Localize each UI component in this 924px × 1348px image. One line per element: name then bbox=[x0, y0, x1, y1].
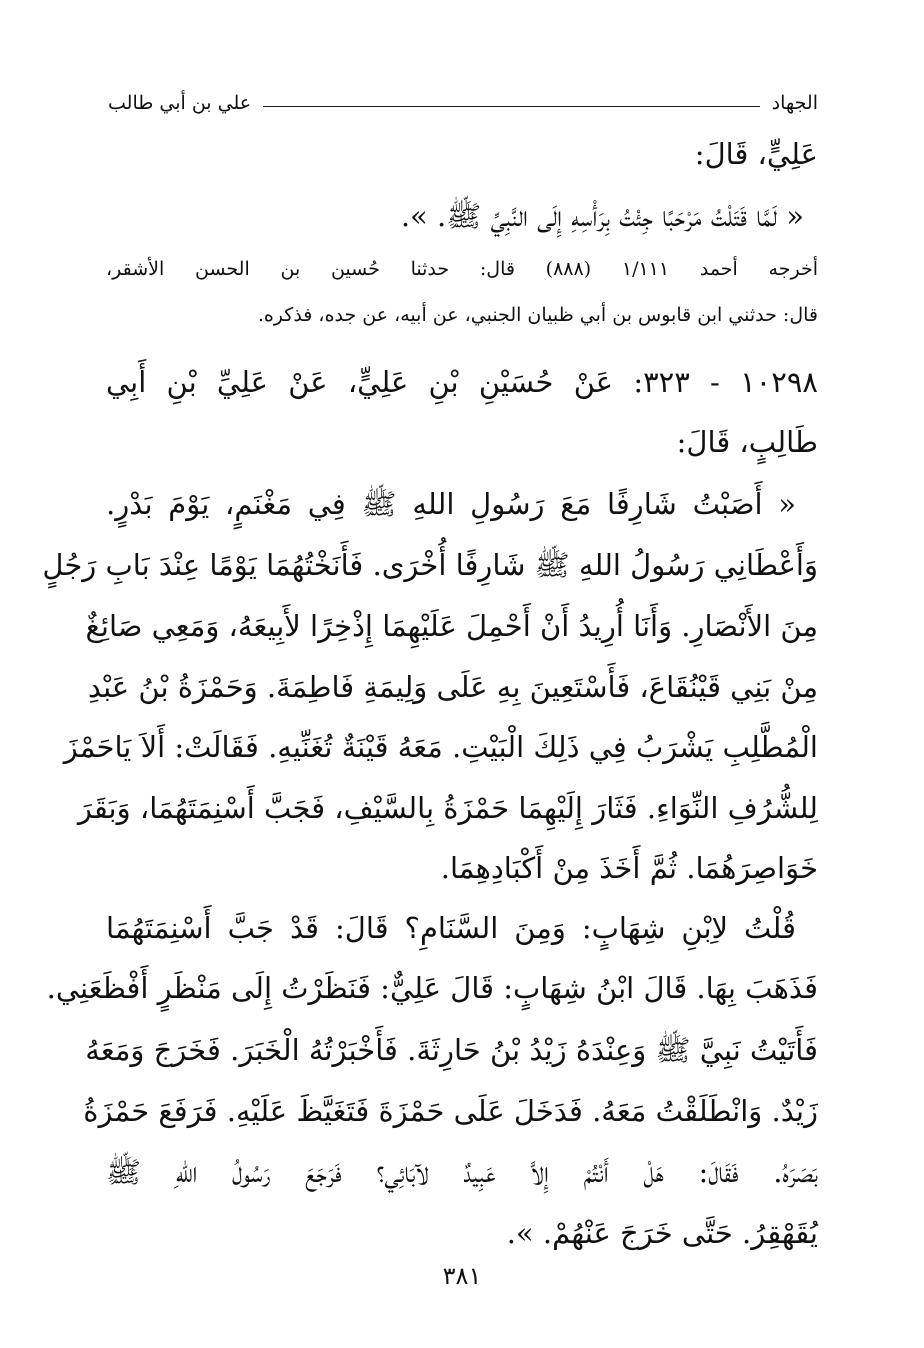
header-section-title: الجهاد bbox=[771, 92, 818, 114]
hadith-text-line: فَأَتَيْتُ نَبِيَّ ﷺ وَعِنْدَهُ زَيْدُ بْنُ حَارِثَةَ. فَأَخْبَرْتُهُ الْخَبَرَ. فَخَرَجَ وَمَعَهُ bbox=[85, 1033, 818, 1067]
hadith-text-line: بَصَرَهُ. فَقَالَ: هَلْ أَنْتُمْ إِلاَّ عَبِيدٌ لآبَائِي؟ فَرَجَعَ رَسُولُ اللهِ ﷺ bbox=[106, 1155, 818, 1189]
page-number: ٣٨١ bbox=[442, 1262, 482, 1290]
running-header bbox=[108, 88, 818, 118]
hadith-text-line: مِنَ الأَنْصَارِ. وَأَنَا أُرِيدُ أَنْ أَحْمِلَ عَلَيْهِمَا إِذْخِرًا لأَبِيعَهُ، وَمَعِي صَائِغٌ bbox=[85, 609, 818, 643]
hadith-heading-line: ١٠٢٩٨ - ٣٢٣: عَنْ حُسَيْنِ بْنِ عَلِيٍّ، عَنْ عَلِيِّ بْنِ أَبِي bbox=[106, 365, 818, 399]
hadith-text-line: الْمُطَّلِبِ يَشْرَبُ فِي ذَلِكَ الْبَيْتِ. مَعَهُ قَيْنَةٌ تُغَنِّيهِ. فَقَالَتْ: أَلاَ يَاحَمْزَ bbox=[63, 730, 818, 764]
text-line: طَالِبٍ، قَالَ: bbox=[676, 425, 818, 459]
hadith-text-line: « أَصَبْتُ شَارِفًا مَعَ رَسُولِ اللهِ ﷺ فِي مَغْنَمٍ، يَوْمَ بَدْرٍ. bbox=[106, 487, 796, 521]
hadith-text-line: وَأَعْطَانِي رَسُولُ اللهِ ﷺ شَارِفًا أُخْرَى. فَأَنَخْتُهُمَا يَوْمًا عِنْدَ بَابِ رَجُلٍ bbox=[42, 548, 818, 582]
hadith-text-line: فَذَهَبَ بِهَا. قَالَ ابْنُ شِهَابٍ: قَالَ عَلِيٌّ: فَنَظَرْتُ إِلَى مَنْظَرٍ أَفْظَعَنِي. bbox=[46, 971, 818, 1005]
hadith-text-line: زَيْدٌ. وَانْطَلَقْتُ مَعَهُ. فَدَخَلَ عَلَى حَمْزَةَ فَتَغَيَّظَ عَلَيْهِ. فَرَفَعَ حَمْزَةُ bbox=[83, 1094, 818, 1128]
hadith-text-line: « لَمَّا قَتَلْتُ مَرْحَبًا جِئْتُ بِرَأْسِهِ إِلَى النَّبِيِّ ﷺ. ». bbox=[400, 199, 804, 233]
header-rule bbox=[263, 106, 760, 107]
hadith-text-line: يُقَهْقِرُ. حَتَّى خَرَجَ عَنْهُمْ. ». bbox=[506, 1216, 818, 1250]
header-subject-title: علي بن أبي طالب bbox=[108, 92, 252, 114]
hadith-text-line: مِنْ بَنِي قَيْنُقَاعَ، فَأَسْتَعِينَ بِهِ عَلَى وَلِيمَةِ فَاطِمَةَ. وَحَمْزَةُ بْنُ عَبْدِ bbox=[87, 670, 818, 704]
footnote-line: أخرجه أحمد ١/١١١ (٨٨٨) قال: حدثنا حُسين بن الحسن الأشقر، bbox=[106, 258, 819, 280]
hadith-text-line: لِلشُّرُفِ النِّوَاءِ. فَثَارَ إِلَيْهِمَا حَمْزَةُ بِالسَّيْفِ، فَجَبَّ أَسْنِمَتَهُمَا، وَبَقَرَ bbox=[77, 791, 818, 825]
hadith-text-line: قُلْتُ لاِبْنِ شِهَابٍ: وَمِنَ السَّنَامِ؟ قَالَ: قَدْ جَبَّ أَسْنِمَتَهُمَا bbox=[106, 911, 796, 945]
hadith-text-line: خَوَاصِرَهُمَا. ثُمَّ أَخَذَ مِنْ أَكْبَادِهِمَا. bbox=[440, 851, 818, 885]
text-line: عَلِيٍّ، قَالَ: bbox=[694, 137, 818, 171]
footnote-line: قال: حدثني ابن قابوس بن أبي ظبيان الجنبي، عن أبيه، عن جده، فذكره. bbox=[257, 304, 818, 326]
